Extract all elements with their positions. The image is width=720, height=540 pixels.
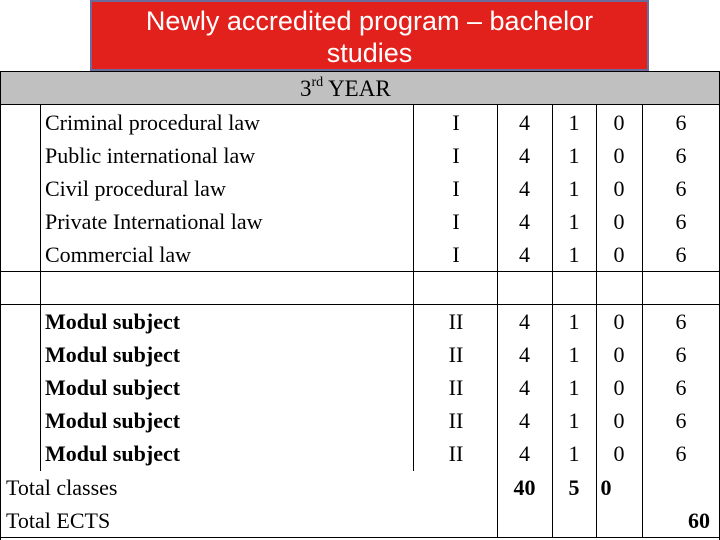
exercise-hours-cell: 1 bbox=[568, 408, 580, 433]
other-hours-cell: 0 bbox=[613, 408, 625, 433]
semester-cell: I bbox=[452, 209, 460, 234]
lecture-hours-cell: 4 bbox=[519, 143, 530, 168]
ects-cell: 6 bbox=[675, 441, 687, 466]
subject-cell: Modul subject bbox=[45, 342, 181, 367]
title-line-2: studies bbox=[326, 38, 413, 68]
subject-cell: Criminal procedural law bbox=[45, 110, 261, 135]
semester-cell: I bbox=[452, 110, 460, 135]
ects-cell: 6 bbox=[675, 342, 687, 367]
lecture-hours-cell: 4 bbox=[519, 309, 530, 334]
exercise-hours-cell: 1 bbox=[568, 242, 580, 267]
exercise-hours-cell: 1 bbox=[568, 342, 580, 367]
ects-cell: 6 bbox=[675, 143, 687, 168]
total-ects-value: 60 bbox=[688, 508, 710, 533]
other-hours-cell: 0 bbox=[613, 176, 625, 201]
lecture-hours-cell: 4 bbox=[519, 176, 530, 201]
ects-cell: 6 bbox=[675, 375, 687, 400]
semester-cell: II bbox=[448, 309, 464, 334]
subject-cell: Civil procedural law bbox=[45, 176, 226, 201]
exercise-hours-cell: 1 bbox=[568, 309, 580, 334]
grid-line bbox=[0, 537, 720, 538]
exercise-hours-cell: 1 bbox=[568, 176, 580, 201]
lecture-hours-cell: 4 bbox=[519, 375, 530, 400]
total-classes-c2: 5 bbox=[568, 475, 580, 500]
slide-title bbox=[90, 0, 649, 71]
grid-line bbox=[0, 271, 720, 272]
semester-cell: II bbox=[448, 375, 464, 400]
semester-cell: II bbox=[448, 441, 464, 466]
total-ects-label: Total ECTS bbox=[6, 508, 111, 533]
year-header: 3rd YEAR bbox=[300, 75, 391, 101]
ects-cell: 6 bbox=[675, 209, 687, 234]
other-hours-cell: 0 bbox=[613, 143, 625, 168]
subject-cell: Commercial law bbox=[45, 242, 192, 267]
semester-cell: II bbox=[448, 342, 464, 367]
semester-cell: II bbox=[448, 408, 464, 433]
exercise-hours-cell: 1 bbox=[568, 375, 580, 400]
other-hours-cell: 0 bbox=[613, 375, 625, 400]
other-hours-cell: 0 bbox=[613, 309, 625, 334]
total-classes-label: Total classes bbox=[6, 475, 118, 500]
semester-cell: I bbox=[452, 176, 460, 201]
lecture-hours-cell: 4 bbox=[519, 408, 530, 433]
other-hours-cell: 0 bbox=[613, 110, 625, 135]
other-hours-cell: 0 bbox=[613, 342, 625, 367]
lecture-hours-cell: 4 bbox=[519, 242, 530, 267]
ects-cell: 6 bbox=[675, 242, 687, 267]
subject-cell: Modul subject bbox=[45, 408, 181, 433]
subject-cell: Modul subject bbox=[45, 375, 181, 400]
exercise-hours-cell: 1 bbox=[568, 209, 580, 234]
other-hours-cell: 0 bbox=[613, 441, 625, 466]
ects-cell: 6 bbox=[675, 110, 687, 135]
total-classes-c1: 40 bbox=[513, 475, 536, 500]
ects-cell: 6 bbox=[675, 176, 687, 201]
total-classes-c3: 0 bbox=[600, 475, 612, 500]
subject-cell: Modul subject bbox=[45, 441, 181, 466]
grid-line bbox=[40, 104, 41, 471]
other-hours-cell: 0 bbox=[613, 209, 625, 234]
grid-line bbox=[0, 104, 720, 105]
lecture-hours-cell: 4 bbox=[519, 209, 530, 234]
exercise-hours-cell: 1 bbox=[568, 110, 580, 135]
grid-line bbox=[0, 71, 720, 72]
lecture-hours-cell: 4 bbox=[519, 110, 530, 135]
exercise-hours-cell: 1 bbox=[568, 143, 580, 168]
semester-cell: I bbox=[452, 242, 460, 267]
subject-cell: Modul subject bbox=[45, 309, 181, 334]
lecture-hours-cell: 4 bbox=[519, 441, 530, 466]
subject-cell: Public international law bbox=[45, 143, 256, 168]
grid-line bbox=[0, 71, 1, 540]
subject-cell: Private International law bbox=[45, 209, 263, 234]
title-line-1: Newly accredited program – bachelor bbox=[145, 6, 594, 36]
lecture-hours-cell: 4 bbox=[519, 342, 530, 367]
ects-cell: 6 bbox=[675, 408, 687, 433]
ects-cell: 6 bbox=[675, 309, 687, 334]
semester-cell: I bbox=[452, 143, 460, 168]
exercise-hours-cell: 1 bbox=[568, 441, 580, 466]
other-hours-cell: 0 bbox=[613, 242, 625, 267]
grid-line bbox=[413, 104, 414, 471]
